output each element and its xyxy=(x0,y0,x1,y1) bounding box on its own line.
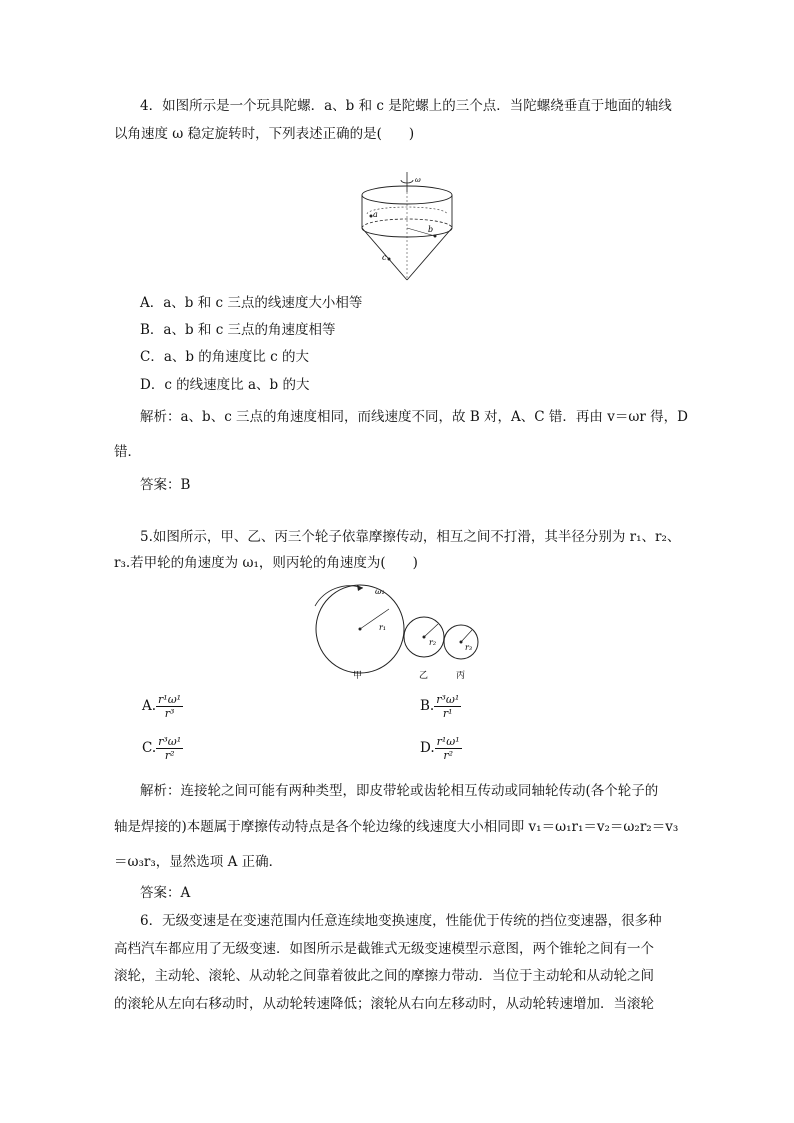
q4-top-figure xyxy=(355,170,465,282)
q5-option-c-num: r³ω¹ xyxy=(158,735,182,748)
q6-line3: 滚轮，主动轮、滚轮、从动轮之间靠着彼此之间的摩擦力带动．当位于主动轮和从动轮之间 xyxy=(114,968,654,984)
q4-answer xyxy=(140,475,190,495)
q5-option-c-den: r² xyxy=(164,749,175,762)
q5-option-b-den: r¹ xyxy=(442,707,453,720)
q6-line2: 高档汽车都应用了无级变速．如图所示是截锥式无级变速模型示意图，两个锥轮之间有一个 xyxy=(114,941,654,957)
q5-option-d-letter: D. xyxy=(420,740,435,756)
q5-option-c xyxy=(142,735,183,765)
q5-wheel3-name: 丙 xyxy=(456,671,466,681)
q5-option-d-den: r² xyxy=(443,749,453,762)
q5-option-b-num: r³ω¹ xyxy=(436,693,460,706)
q5-option-b-letter: B. xyxy=(420,698,435,714)
q5-wheel2-name: 乙 xyxy=(419,671,429,681)
q5-analysis-line1 xyxy=(140,781,658,801)
q5-option-a-num: r¹ω¹ xyxy=(158,693,182,706)
q5-option-b xyxy=(420,693,461,723)
q5-stem-line1: 5.如图所示，甲、乙、丙三个轮子依靠摩擦传动，相互之间不打滑，其半径分别为 r₁、r₂、 xyxy=(140,529,681,545)
q4-analysis-line1 xyxy=(140,407,688,427)
q5-wheel1-name: 甲 xyxy=(353,671,363,681)
q5-analysis-line2: 轴是焊接的)本题属于摩擦传动特点是各个轮边缘的线速度大小相同即 v₁＝ω₁r₁＝v₂＝ω₂r₂＝v₃ xyxy=(114,819,679,835)
q5-r2-label: r₂ xyxy=(429,638,437,647)
q6-line1: 6．无级变速是在变速范围内任意连续地变换速度，性能优于传统的挡位变速器，很多种 xyxy=(140,913,662,929)
q4-point-a: a xyxy=(373,210,378,219)
q5-omega-label: ω₁ xyxy=(375,587,385,596)
q5-answer xyxy=(140,883,190,903)
q4-omega-label: ω xyxy=(415,176,421,184)
q5-stem-line2: r₃.若甲轮的角速度为 ω₁，则丙轮的角速度为( ) xyxy=(114,555,418,571)
q4-point-c: c xyxy=(382,253,387,262)
q5-option-d-num: r¹ω¹ xyxy=(436,735,460,748)
q5-wheels-figure xyxy=(305,582,495,682)
q5-answer-value: A xyxy=(180,885,191,901)
q5-option-a-letter: A. xyxy=(142,698,157,714)
q5-analysis-line3: ＝ω₃r₃，显然选项 A 正确． xyxy=(114,854,283,870)
q5-analysis-label: 解析： xyxy=(140,783,181,799)
q5-option-a-den: r³ xyxy=(164,707,175,720)
q5-answer-label: 答案： xyxy=(140,885,181,901)
q6-line4: 的滚轮从左向右移动时，从动轮转速降低；滚轮从右向左移动时，从动轮转速增加．当滚轮 xyxy=(114,996,654,1012)
q5-r3-label: r₃ xyxy=(465,643,473,652)
q4-analysis-line2: 错． xyxy=(114,444,141,460)
q4-option-d: D．c 的线速度比 a、b 的大 xyxy=(140,377,310,393)
q5-analysis-text1: 连接轮之间可能有两种类型，即皮带轮或齿轮相互传动或同轴轮传动(各个轮子的 xyxy=(180,783,659,799)
q5-option-c-letter: C. xyxy=(142,740,157,756)
q4-point-b: b xyxy=(428,225,434,234)
q4-analysis-label: 解析： xyxy=(140,409,181,425)
q4-option-b: B．a、b 和 c 三点的角速度相等 xyxy=(140,322,336,338)
q4-analysis-text1: a、b、c 三点的角速度相同，而线速度不同，故 B 对，A、C 错．再由 v＝ωr 得，D xyxy=(180,409,688,425)
q4-stem-line2: 以角速度 ω 稳定旋转时，下列表述正确的是( ) xyxy=(114,126,415,142)
q5-option-a xyxy=(142,693,183,723)
q4-stem-line1: 4．如图所示是一个玩具陀螺．a、b 和 c 是陀螺上的三个点．当陀螺绕垂直于地面的轴线 xyxy=(140,98,672,114)
q4-option-a: A．a、b 和 c 三点的线速度大小相等 xyxy=(140,295,363,311)
q4-answer-label: 答案： xyxy=(140,477,181,493)
q4-answer-value: B xyxy=(180,477,191,493)
q5-option-d xyxy=(420,735,462,765)
q5-r1-label: r₁ xyxy=(379,623,387,632)
q4-option-c: C．a、b 的角速度比 c 的大 xyxy=(140,349,309,365)
